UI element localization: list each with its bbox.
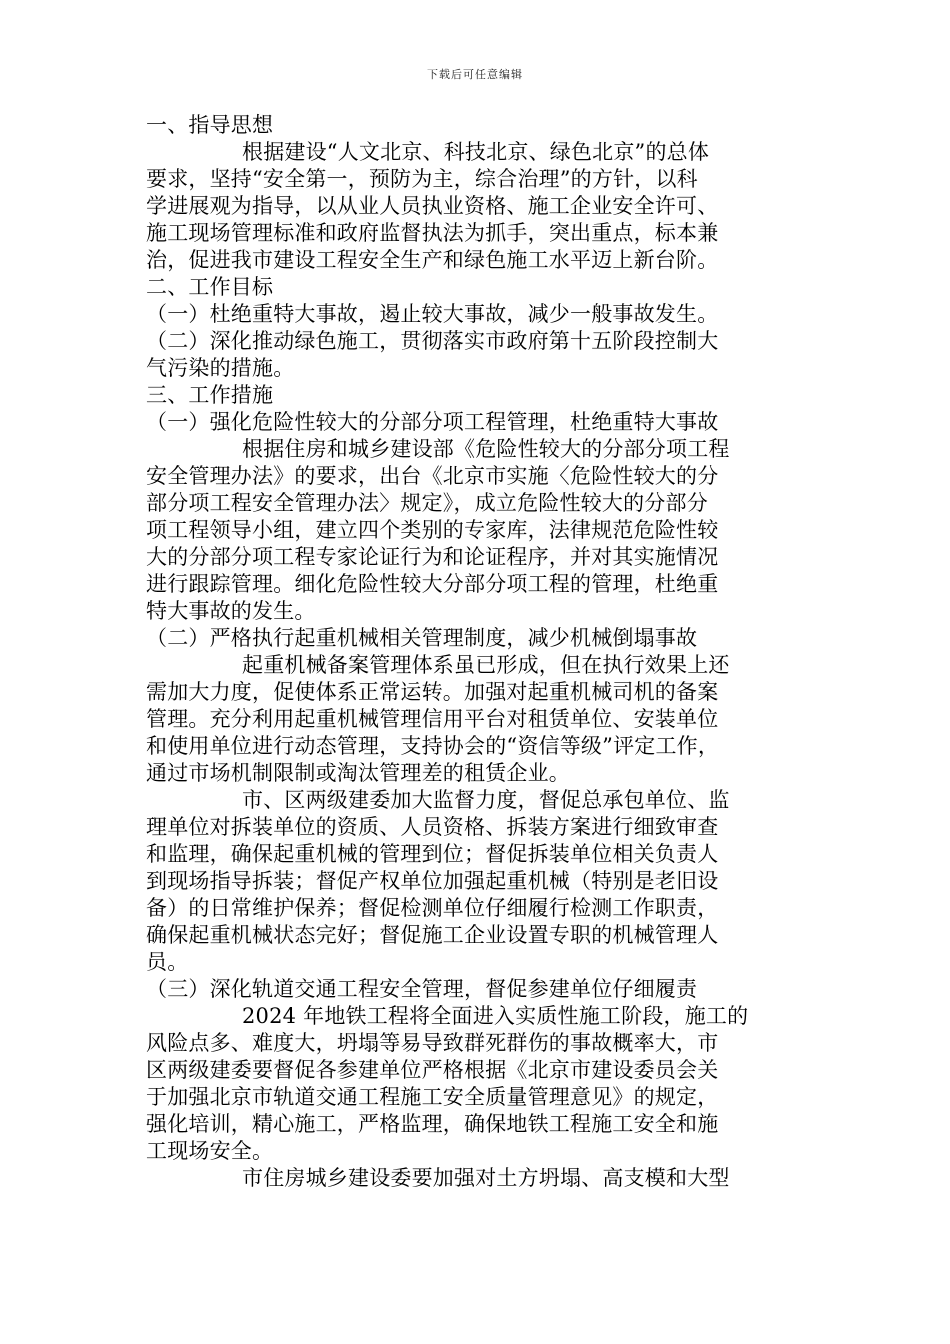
text-line: 一、指导思想 — [146, 113, 274, 137]
text-line: 部分项工程安全管理办法〉规定》，成立危险性较大的分部分 — [146, 491, 708, 515]
text-line: 市住房城乡建设委要加强对土方坍塌、高支模和大型 — [242, 1166, 730, 1190]
text-line: 特大事故的发生。 — [146, 599, 316, 623]
text-line: 进行跟踪管理。细化危险性较大分部分项工程的管理，杜绝重 — [146, 572, 719, 596]
text-line: 根据住房和城乡建设部《危险性较大的分部分项工程 — [242, 437, 730, 461]
text-line: （二）深化推动绿色施工，贯彻落实市政府第十五阶段控制大 — [146, 329, 719, 353]
text-line: 需加大力度，促使体系正常运转。加强对起重机械司机的备案 — [146, 680, 719, 704]
text-line: 气污染的措施。 — [146, 356, 295, 380]
text-line: 市、区两级建委加大监督力度，督促总承包单位、监 — [242, 788, 730, 812]
document-body — [146, 112, 834, 1192]
text-line: 安全管理办法》的要求，出台《北京市实施〈危险性较大的分 — [146, 464, 719, 488]
text-line: 员。 — [146, 950, 189, 974]
text-line: 于加强北京市轨道交通工程施工安全质量管理意见》的规定， — [146, 1085, 719, 1109]
text-line: 三、工作措施 — [146, 383, 274, 407]
text-line: 区两级建委要督促各参建单位严格根据《北京市建设委员会关 — [146, 1058, 719, 1082]
text-line: 工现场安全。 — [146, 1139, 274, 1163]
text-line: 通过市场机制限制或淘汰管理差的租赁企业。 — [146, 761, 570, 785]
text-line: （一）强化危险性较大的分部分项工程管理，杜绝重特大事故 — [146, 410, 719, 434]
text-line: 风险点多、难度大，坍塌等易导致群死群伤的事故概率大，市 — [146, 1031, 719, 1055]
text-line: 起重机械备案管理体系虽已形成，但在执行效果上还 — [242, 653, 730, 677]
text-line: 2024 年地铁工程将全面进入实质性施工阶段，施工的 — [242, 1004, 749, 1028]
text-line: （一）杜绝重特大事故，遏止较大事故，减少一般事故发生。 — [146, 302, 719, 326]
text-line: 治，促进我市建设工程安全生产和绿色施工水平迈上新台阶。 — [146, 248, 719, 272]
text-line: 强化培训，精心施工，严格监理，确保地铁工程施工安全和施 — [146, 1112, 719, 1136]
text-line: 确保起重机械状态完好；督促施工企业设置专职的机械管理人 — [146, 923, 719, 947]
text-line: 二、工作目标 — [146, 275, 274, 299]
text-line: 管理。充分利用起重机械管理信用平台对租赁单位、安装单位 — [146, 707, 719, 731]
text-line: 理单位对拆装单位的资质、人员资格、拆装方案进行细致审查 — [146, 815, 719, 839]
text-line: （三）深化轨道交通工程安全管理，督促参建单位仔细履责 — [146, 977, 698, 1001]
page-header-note: 下载后可任意编辑 — [427, 68, 523, 81]
text-line: 和监理，确保起重机械的管理到位；督促拆装单位相关负责人 — [146, 842, 719, 866]
text-line: 施工现场管理标准和政府监督执法为抓手，突出重点，标本兼 — [146, 221, 719, 245]
text-line: （二）严格执行起重机械相关管理制度，减少机械倒塌事故 — [146, 626, 698, 650]
text-line: 学进展观为指导，以从业人员执业资格、施工企业安全许可、 — [146, 194, 719, 218]
text-line: 要求，坚持“安全第一，预防为主，综合治理”的方针，以科 — [146, 167, 698, 191]
text-line: 根据建设“人文北京、科技北京、绿色北京”的总体 — [242, 140, 710, 164]
text-line: 大的分部分项工程专家论证行为和论证程序，并对其实施情况 — [146, 545, 719, 569]
text-line: 项工程领导小组，建立四个类别的专家库，法律规范危险性较 — [146, 518, 719, 542]
text-line: 到现场指导拆装；督促产权单位加强起重机械（特别是老旧设 — [146, 869, 719, 893]
text-line: 和使用单位进行动态管理，支持协会的“资信等级”评定工作， — [146, 734, 720, 758]
text-line: 备）的日常维护保养；督促检测单位仔细履行检测工作职责， — [146, 896, 719, 920]
